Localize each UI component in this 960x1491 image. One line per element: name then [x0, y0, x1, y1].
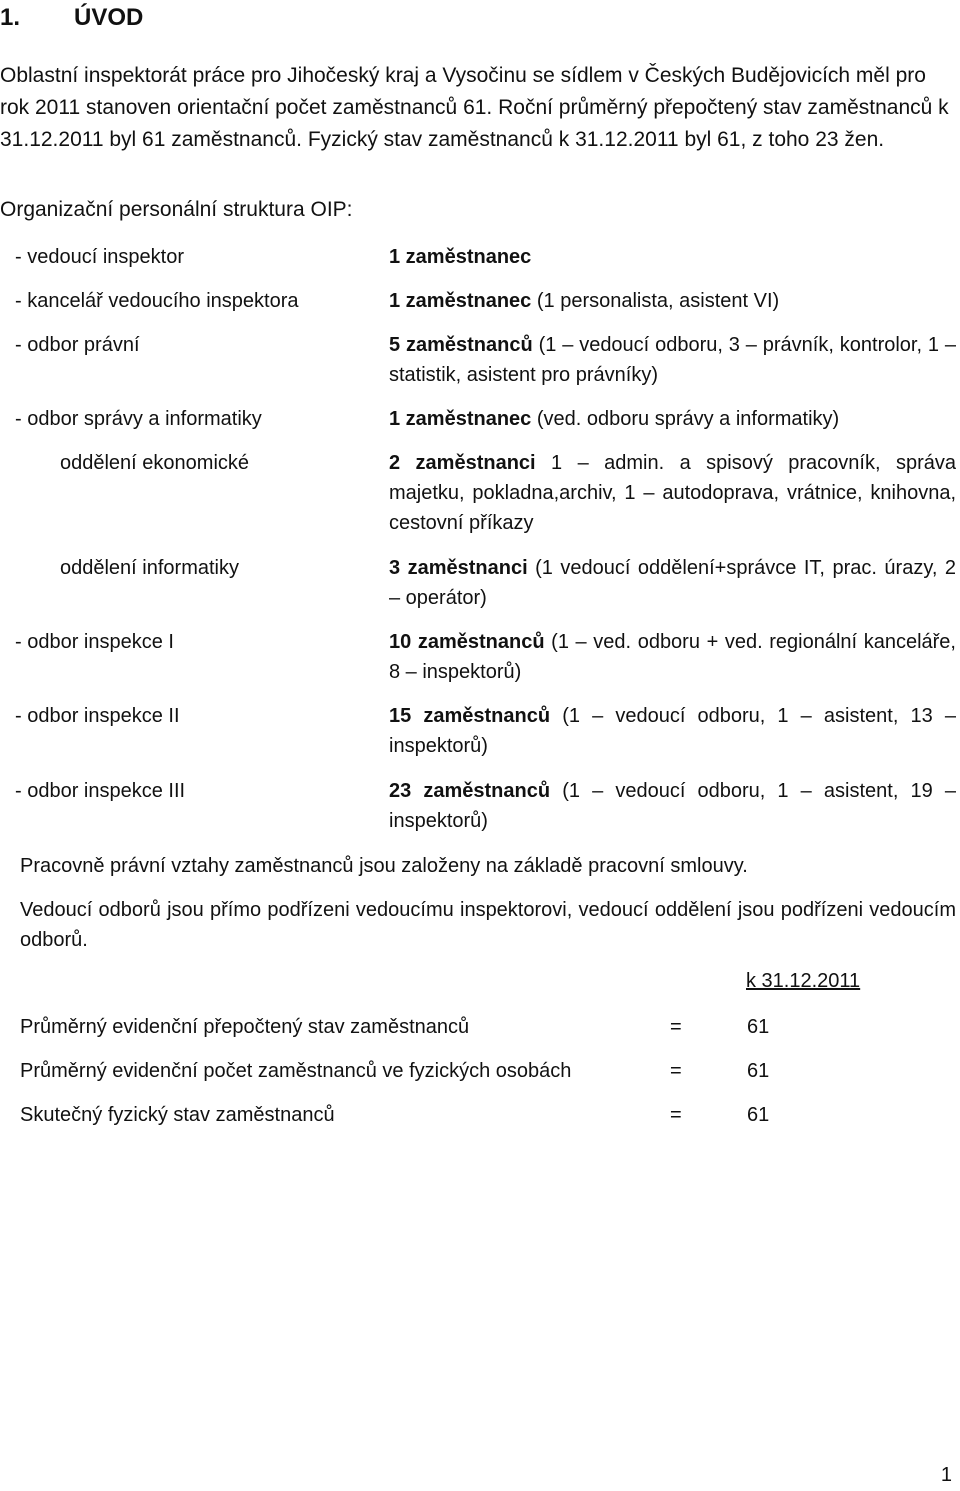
- stat-value: 61: [747, 1104, 770, 1126]
- org-unit-detail: 3 zaměstnanci (1 vedoucí oddělení+správce IT, prac. úrazy, 2 – operátor): [389, 557, 956, 609]
- stat-equals: =: [670, 1016, 682, 1038]
- org-unit-label: - odbor inspekce II: [15, 705, 180, 727]
- hierarchy-paragraph: Vedoucí odborů jsou přímo podřízeni vedoucímu inspektorovi, vedoucí oddělení jsou podřízeni vedoucím odborů.: [20, 899, 956, 951]
- date-label: k 31.12.2011: [746, 970, 861, 992]
- org-unit-label: - kancelář vedoucího inspektora: [15, 290, 299, 312]
- stat-row: [20, 1100, 820, 1130]
- stat-value: 61: [747, 1016, 770, 1038]
- intro-paragraph: Oblastní inspektorát práce pro Jihočeský kraj a Vysočinu se sídlem v Českých Budějovicích měl pro rok 2011 stanoven orientační počet zaměstnanců 61. Roční průměrný přepočtený stav zaměstnanců k 31.12.2011 byl 61 zaměstnanců. Fyzický stav zaměstnanců k 31.12.2011 byl 61, z toho 23 žen.: [0, 64, 949, 151]
- org-unit-label: - vedoucí inspektor: [15, 246, 184, 268]
- org-unit-detail: 1 zaměstnanec: [389, 246, 532, 268]
- org-unit-label: - odbor správy a informatiky: [15, 408, 262, 430]
- section-number: 1.: [0, 4, 21, 31]
- stat-label: Průměrný evidenční přepočtený stav zaměstnanců: [20, 1016, 470, 1038]
- employment-paragraph: Pracovně právní vztahy zaměstnanců jsou založeny na základě pracovní smlouvy.: [20, 855, 748, 877]
- stat-label: Průměrný evidenční počet zaměstnanců ve fyzických osobách: [20, 1060, 572, 1082]
- section-title: ÚVOD: [74, 4, 144, 31]
- stat-equals: =: [670, 1060, 682, 1082]
- org-unit-detail: 5 zaměstnanců (1 – vedoucí odboru, 3 – právník, kontrolor, 1 – statistik, asistent pro právníky): [389, 334, 956, 386]
- stat-equals: =: [670, 1104, 682, 1126]
- org-unit-detail: 15 zaměstnanců (1 – vedoucí odboru, 1 – asistent, 13 – inspektorů): [389, 705, 956, 757]
- org-unit-label: - odbor inspekce I: [15, 631, 174, 653]
- org-unit-detail: 1 zaměstnanec (1 personalista, asistent VI): [389, 290, 780, 312]
- org-unit-detail: 23 zaměstnanců (1 – vedoucí odboru, 1 – asistent, 19 – inspektorů): [389, 780, 956, 832]
- section-heading: [0, 4, 143, 32]
- org-unit-detail: 10 zaměstnanců (1 – ved. odboru + ved. regionální kanceláře, 8 – inspektorů): [389, 631, 956, 683]
- stat-row: [20, 1012, 820, 1042]
- org-unit-label: oddělení informatiky: [60, 557, 239, 579]
- org-unit-label: oddělení ekonomické: [60, 452, 250, 474]
- stat-row: [20, 1056, 820, 1086]
- org-unit-detail: 2 zaměstnanci 1 – admin. a spisový pracovník, správa majetku, pokladna,archiv, 1 – autodoprava, vrátnice, knihovna, cestovní příkazy: [389, 452, 956, 534]
- stat-value: 61: [747, 1060, 770, 1082]
- page-number: 1: [940, 1464, 952, 1486]
- org-unit-label: - odbor inspekce III: [15, 780, 186, 802]
- org-structure-title: Organizační personální struktura OIP:: [0, 198, 353, 221]
- stat-label: Skutečný fyzický stav zaměstnanců: [20, 1104, 335, 1126]
- org-unit-label: - odbor právní: [15, 334, 140, 356]
- org-unit-detail: 1 zaměstnanec (ved. odboru správy a informatiky): [389, 408, 840, 430]
